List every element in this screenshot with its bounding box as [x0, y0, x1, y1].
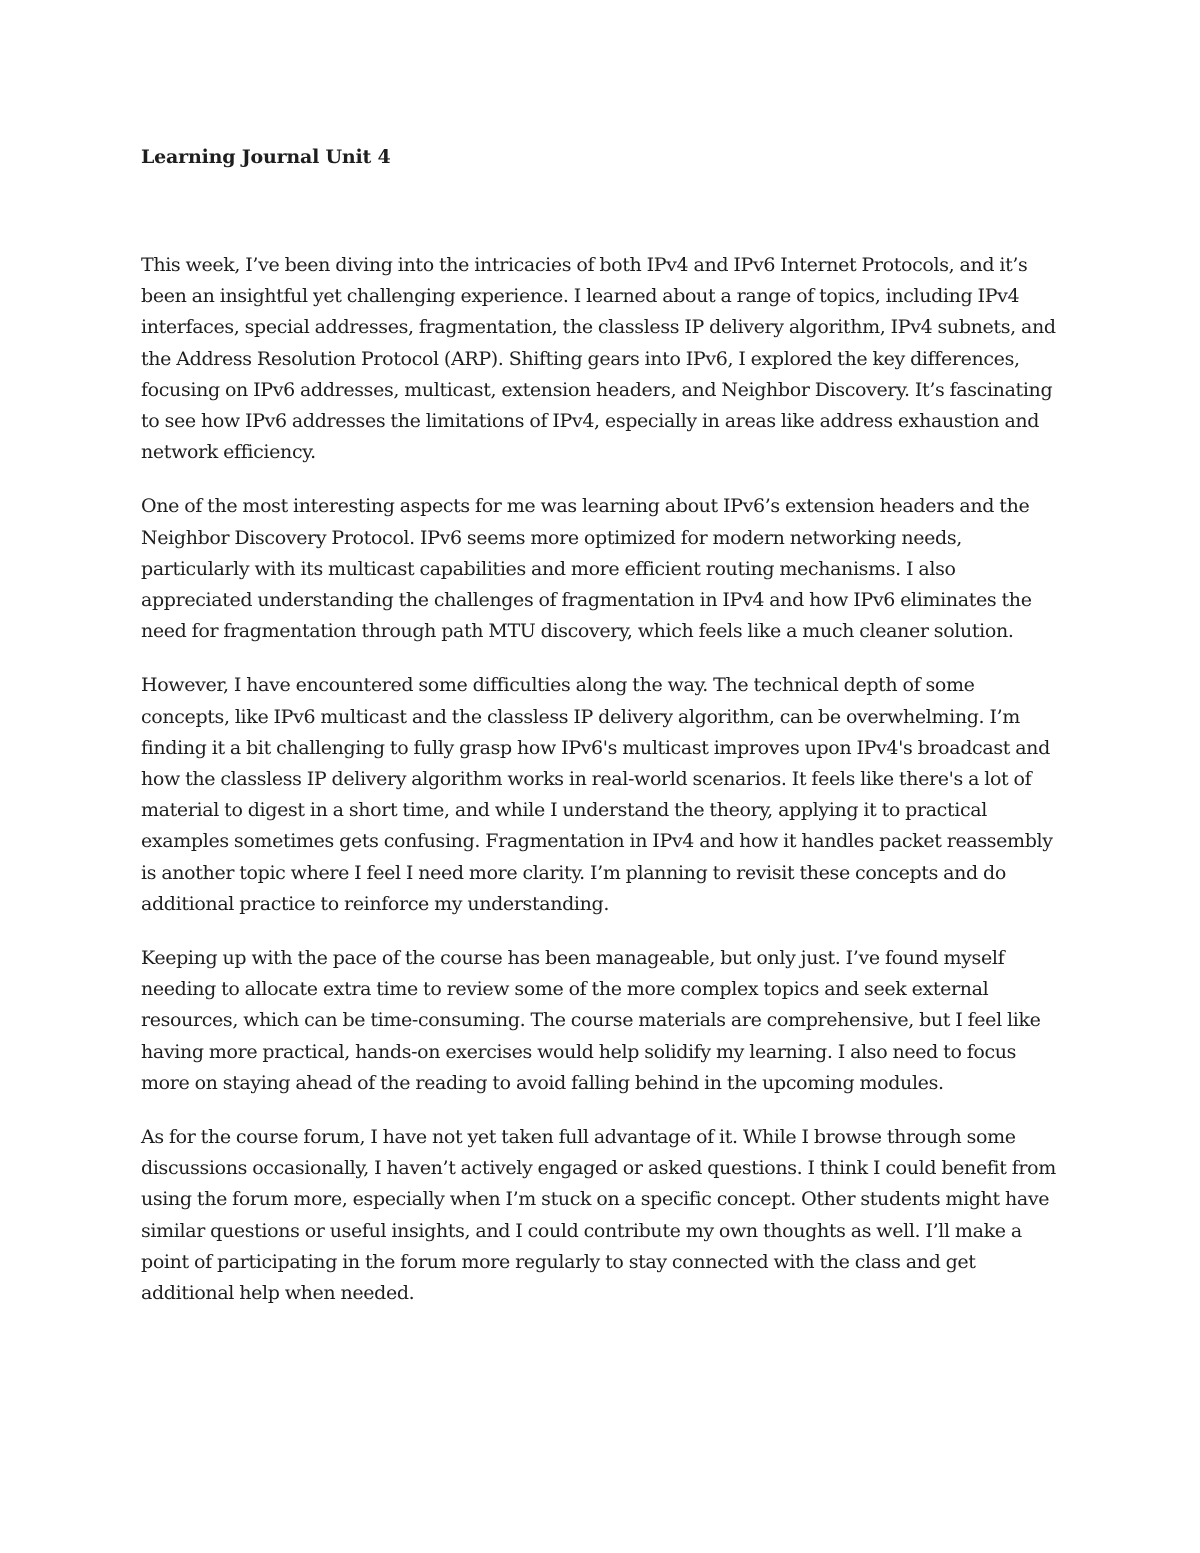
document-body	[141, 250, 1066, 1309]
paragraph-3: However, I have encountered some difficulties along the way. The technical depth of some concepts, like IPv6 multicast and the classless IP delivery algorithm, can be overwhelming. I’m finding it a bit challenging to fully grasp how IPv6's multicast improves upon IPv4's broadcast and how the classless IP delivery algorithm works in real-world scenarios. It feels like there's a lot of material to digest in a short time, and while I understand the theory, applying it to practical examples sometimes gets confusing. Fragmentation in IPv4 and how it handles packet reassembly is another topic where I feel I need more clarity. I’m planning to revisit these concepts and do additional practice to reinforce my understanding.	[141, 674, 1053, 915]
document-title: Learning Journal Unit 4	[141, 146, 391, 168]
paragraph-1: This week, I’ve been diving into the intricacies of both IPv4 and IPv6 Internet Protocols, and it’s been an insightful yet challenging experience. I learned about a range of topics, including IPv4 interfaces, special addresses, fragmentation, the classless IP delivery algorithm, IPv4 subnets, and the Address Resolution Protocol (ARP). Shifting gears into IPv6, I explored the key differences, focusing on IPv6 addresses, multicast, extension headers, and Neighbor Discovery. It’s fascinating to see how IPv6 addresses the limitations of IPv4, especially in areas like address exhaustion and network efficiency.	[141, 254, 1056, 464]
document-content	[141, 140, 1066, 1332]
paragraph-4: Keeping up with the pace of the course has been manageable, but only just. I’ve found myself needing to allocate extra time to review some of the more complex topics and seek external resources, which can be time-consuming. The course materials are comprehensive, but I feel like having more practical, hands-on exercises would help solidify my learning. I also need to focus more on staying ahead of the reading to avoid falling behind in the upcoming modules.	[141, 947, 1041, 1094]
paragraph-5: As for the course forum, I have not yet taken full advantage of it. While I browse through some discussions occasionally, I haven’t actively engaged or asked questions. I think I could benefit from using the forum more, especially when I’m stuck on a specific concept. Other students might have similar questions or useful insights, and I could contribute my own thoughts as well. I’ll make a point of participating in the forum more regularly to stay connected with the class and get additional help when needed.	[141, 1126, 1056, 1305]
paragraph-2: One of the most interesting aspects for me was learning about IPv6’s extension headers and the Neighbor Discovery Protocol. IPv6 seems more optimized for modern networking needs, particularly with its multicast capabilities and more efficient routing mechanisms. I also appreciated understanding the challenges of fragmentation in IPv4 and how IPv6 eliminates the need for fragmentation through path MTU discovery, which feels like a much cleaner solution.	[141, 495, 1032, 643]
